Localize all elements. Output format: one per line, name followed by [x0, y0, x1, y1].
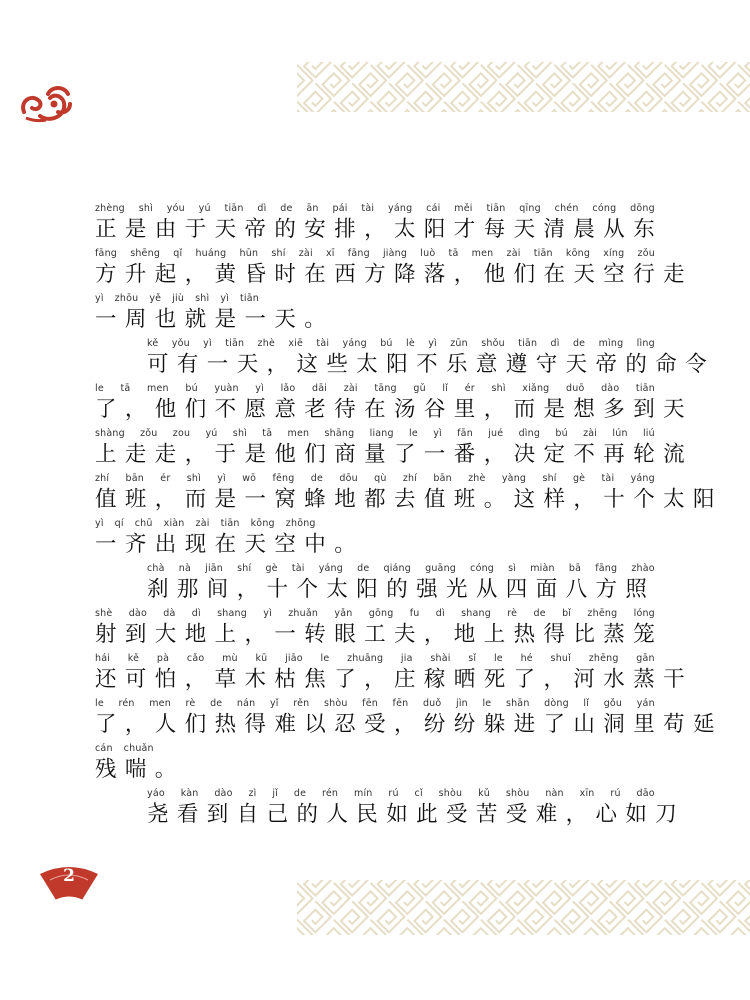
pinyin-line: kě yǒu yì tiān zhè xiē tài yáng bú lè yì zūn shǒu tiān dì de mìng lìng	[147, 338, 655, 349]
hanzi-line: 可有一天，这些太阳不乐意遵守天帝的命令	[147, 352, 716, 377]
text-line	[95, 788, 686, 833]
hanzi-line: 尧看到自己的人民如此受苦受难，心如刀	[147, 802, 686, 827]
hanzi-line: 一周也就是一天。	[95, 307, 335, 332]
pinyin-line: hái kě pà cǎo mù kū jiāo le zhuāng jia shài sǐ le hé shuǐ zhēng gān	[95, 653, 655, 664]
dragon-cloud-icon	[18, 82, 74, 124]
text-line	[95, 383, 694, 428]
fret-pattern-top	[297, 62, 750, 112]
pinyin-line: cán chuǎn	[95, 743, 154, 754]
text-line	[95, 338, 716, 383]
hanzi-line: 值班，而是一窝蜂地都去值班。这样，十个太阳	[95, 487, 723, 512]
text-line	[95, 743, 655, 788]
story-text	[95, 203, 723, 833]
text-line	[95, 563, 655, 608]
text-line	[95, 518, 655, 563]
pinyin-line: yáo kàn dào zì jǐ de rén mín rú cǐ shòu kǔ shòu nàn xīn rú dāo	[147, 788, 655, 799]
pinyin-line: zhèng shì yóu yú tiān dì de ān pái tài yáng cái měi tiān qīng chén cóng dōng	[95, 203, 655, 214]
text-line	[95, 653, 694, 698]
pinyin-line: le tā men bú yuàn yì lǎo dāi zài tāng gǔ lǐ ér shì xiǎng duō dào tiān	[95, 383, 655, 394]
pinyin-line: le rén men rè de nán yǐ rěn shòu fēn fēn duǒ jìn le shān dòng lǐ gǒu yán	[95, 698, 655, 709]
hanzi-line: 残喘。	[95, 757, 185, 782]
text-line	[95, 203, 664, 248]
hanzi-line: 方升起，黄昏时在西方降落，他们在天空行走	[95, 262, 694, 287]
pinyin-line: fāng shēng qǐ huáng hūn shí zài xī fāng jiàng luò tā men zài tiān kōng xíng zǒu	[95, 248, 655, 259]
page-number: 2	[63, 866, 75, 886]
text-line	[95, 428, 694, 473]
pinyin-line: yì zhōu yě jiù shì yì tiān	[95, 293, 260, 304]
pinyin-line: zhí bān ér shì yì wō fēng de dōu qù zhí bān zhè yàng shí gè tài yáng	[95, 473, 655, 484]
text-line	[95, 248, 694, 293]
text-line	[95, 293, 655, 338]
hanzi-line: 刹那间，十个太阳的强光从四面八方照	[147, 577, 656, 602]
pinyin-line: shè dào dà dì shang yì zhuǎn yǎn gōng fu dì shang rè de bǐ zhēng lóng	[95, 608, 655, 619]
hanzi-line: 了，他们不愿意老待在汤谷里，而是想多到天	[95, 397, 694, 422]
text-line	[95, 698, 723, 743]
hanzi-line: 正是由于天帝的安排，太阳才每天清晨从东	[95, 217, 664, 242]
text-line	[95, 473, 723, 518]
hanzi-line: 一齐出现在天空中。	[95, 532, 365, 557]
hanzi-line: 还可怕，草木枯焦了，庄稼晒死了，河水蒸干	[95, 667, 694, 692]
fret-pattern-bottom	[297, 880, 750, 935]
hanzi-line: 上走走，于是他们商量了一番，决定不再轮流	[95, 442, 694, 467]
hanzi-line: 射到大地上，一转眼工夫，地上热得比蒸笼	[95, 622, 664, 647]
pinyin-line: yì qí chū xiàn zài tiān kōng zhōng	[95, 518, 316, 529]
pinyin-line: chà nà jiān shí gè tài yáng de qiáng guāng cóng sì miàn bā fāng zhào	[147, 563, 655, 574]
pinyin-line: shàng zǒu zou yú shì tā men shāng liang le yì fān jué dìng bú zài lún liú	[95, 428, 655, 439]
hanzi-line: 了，人们热得难以忍受，纷纷躲进了山洞里苟延	[95, 712, 723, 737]
text-line	[95, 608, 664, 653]
